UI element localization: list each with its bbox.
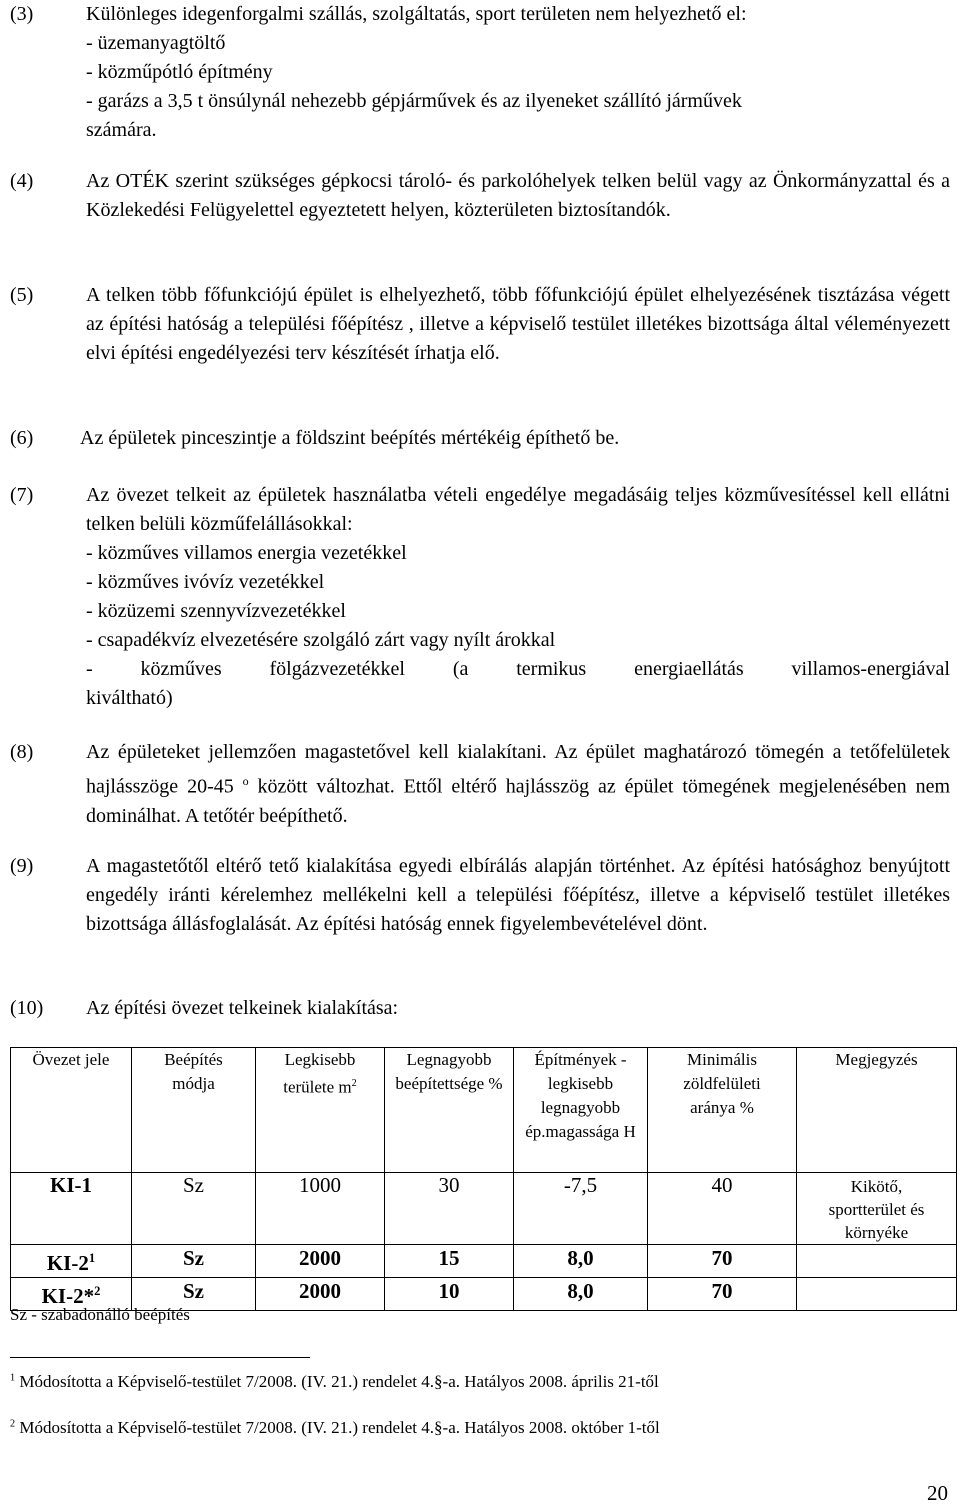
footnote-ref: 1 — [88, 1251, 96, 1265]
header-text: Legkisebb területe m — [283, 1050, 356, 1097]
list-item: - csapadékvíz elvezetésére szolgáló zárt vagy nyílt árokkal — [86, 629, 556, 651]
list-item: - közműves ivóvíz vezetékkel — [86, 571, 325, 593]
table-header-cell: Beépítés módja — [132, 1048, 256, 1173]
table-header-cell: Építmények - legkisebb legnagyobb ép.magassága H — [514, 1048, 648, 1173]
table-cell: -7,5 — [514, 1173, 648, 1245]
table-cell: 30 — [385, 1173, 514, 1245]
degree-mark: o — [242, 774, 249, 788]
table-cell: 8,0 — [514, 1278, 648, 1311]
table-cell — [11, 1245, 132, 1278]
paragraph-text: Az épületek pinceszintje a földszint beépítés mértékéig építhető be. — [80, 427, 620, 449]
zoning-table — [10, 1047, 957, 1311]
paragraph-text: Az OTÉK szerint szükséges gépkocsi tároló- és parkolóhelyek telken belül vagy az Önkormányzattal és a Közlekedési Felügyelettel egyeztetett helyen, közterületen biztosítandók. — [86, 170, 950, 221]
table-cell: 70 — [648, 1245, 797, 1278]
paragraph-10 — [10, 994, 950, 1023]
footnote-mark: 2 — [10, 1418, 16, 1430]
paragraph-7 — [10, 481, 950, 713]
paragraph-number: (5) — [10, 284, 34, 306]
paragraph-6 — [10, 424, 950, 453]
paragraph-text: Az építési övezet telkeinek kialakítása: — [86, 997, 399, 1019]
list-item: - közműpótló építmény — [86, 61, 273, 83]
table-cell: Sz — [132, 1278, 256, 1311]
list-item: - közműves fölgázvezetékkel (a termikus energiaellátás villamos-energiával — [86, 658, 950, 680]
table-cell: KI-1 — [11, 1173, 132, 1245]
paragraph-number: (10) — [10, 997, 44, 1019]
paragraph-text: A telken több főfunkciójú épület is elhelyezhető, több főfunkciójú épület elhelyezésének tisztázása végett az építési hatóság a települési főépítész , illetve a képviselő testület illetékes bizottsága által véleményezett elvi építési engedélyezési terv készítését írhatja elő. — [86, 284, 950, 364]
paragraph-text: között változhat. Ettől eltérő hajlásszög az épület tömegének megjelenésében nem dominálhat. A tetőtér beépíthető. — [86, 775, 951, 827]
footnote-mark: 1 — [10, 1372, 16, 1384]
table-cell: 2000 — [256, 1245, 385, 1278]
table-header-cell: Legnagyobb beépítettsége % — [385, 1048, 514, 1173]
zone-code: KI-2* — [41, 1284, 95, 1308]
table-cell: Kikötő, sportterület és környéke — [797, 1173, 957, 1245]
paragraph-number: (4) — [10, 170, 34, 192]
footnote-text: Módosította a Képviselő-testület 7/2008. (IV. 21.) rendelet 4.§-a. Hatályos 2008. október 1-től — [19, 1418, 660, 1437]
table-row — [11, 1173, 957, 1245]
paragraph-4 — [10, 167, 950, 225]
table-cell — [797, 1245, 957, 1278]
paragraph-number: (6) — [10, 427, 34, 449]
list-item: - közműves villamos energia vezetékkel — [86, 542, 407, 564]
paragraph-number: (8) — [10, 741, 34, 763]
list-item: - közüzemi szennyvízvezetékkel — [86, 600, 346, 622]
page-number: 20 — [927, 1481, 948, 1505]
table-cell: 2000 — [256, 1278, 385, 1311]
footnote — [10, 1372, 659, 1392]
footnote — [10, 1418, 660, 1438]
table-cell: 1000 — [256, 1173, 385, 1245]
zone-code: KI-2 — [46, 1251, 89, 1275]
footnote-text: Módosította a Képviselő-testület 7/2008. (IV. 21.) rendelet 4.§-a. Hatályos 2008. április 21-től — [19, 1372, 659, 1391]
paragraph-number: (7) — [10, 484, 34, 506]
table-header-cell: Övezet jele — [11, 1048, 132, 1173]
footnote-divider — [10, 1357, 310, 1358]
paragraph-text: A magastetőtől eltérő tető kialakítása egyedi elbírálás alapján történhet. Az építési hatósághoz benyújtott engedély iránti kérelemhez mellékelni kell a települési főépítész, illetve a képviselő testület illetékes bizottsága állásfoglalását. Az építési hatóság ennek figyelembevételével dönt. — [86, 855, 950, 935]
list-item: számára. — [86, 119, 157, 141]
paragraph-text: Az épületeket jellemzően magastetővel kell kialakítani. Az épület maghatározó tömegén a tetőfelületek hajlásszöge 20-45 — [86, 741, 950, 798]
paragraph-9 — [10, 852, 950, 939]
superscript: 2 — [351, 1078, 357, 1089]
paragraph-5 — [10, 281, 950, 368]
table-row — [11, 1245, 957, 1278]
table-cell: Sz — [132, 1245, 256, 1278]
footnote-ref: 2 — [94, 1284, 101, 1298]
table-cell — [797, 1278, 957, 1311]
table-header-cell: Minimális zöldfelületi aránya % — [648, 1048, 797, 1173]
table-cell: Sz — [132, 1173, 256, 1245]
paragraph-line: Különleges idegenforgalmi szállás, szolgáltatás, sport területen nem helyezhető el: — [86, 3, 747, 25]
table-header-row — [11, 1048, 957, 1173]
table-header-cell — [256, 1048, 385, 1173]
list-item: - üzemanyagtöltő — [86, 32, 226, 54]
table-cell: 15 — [385, 1245, 514, 1278]
table-legend: Sz - szabadonálló beépítés — [10, 1305, 190, 1324]
paragraph-number: (3) — [10, 3, 34, 25]
list-item-continuation: kiváltható) — [86, 687, 173, 709]
table-cell: 10 — [385, 1278, 514, 1311]
paragraph-3 — [10, 0, 950, 145]
table-cell: 8,0 — [514, 1245, 648, 1278]
table-cell: 40 — [648, 1173, 797, 1245]
table-header-cell: Megjegyzés — [797, 1048, 957, 1173]
paragraph-number: (9) — [10, 855, 34, 877]
paragraph-text: Az övezet telkeit az épületek használatba vételi engedélye megadásáig teljes közművesítéssel kell ellátni telken belüli közműfelállásokkal: — [86, 484, 950, 535]
paragraph-8 — [10, 738, 950, 831]
table-cell: 70 — [648, 1278, 797, 1311]
list-item: - garázs a 3,5 t önsúlynál nehezebb gépjárművek és az ilyeneket szállító járművek — [86, 90, 742, 112]
